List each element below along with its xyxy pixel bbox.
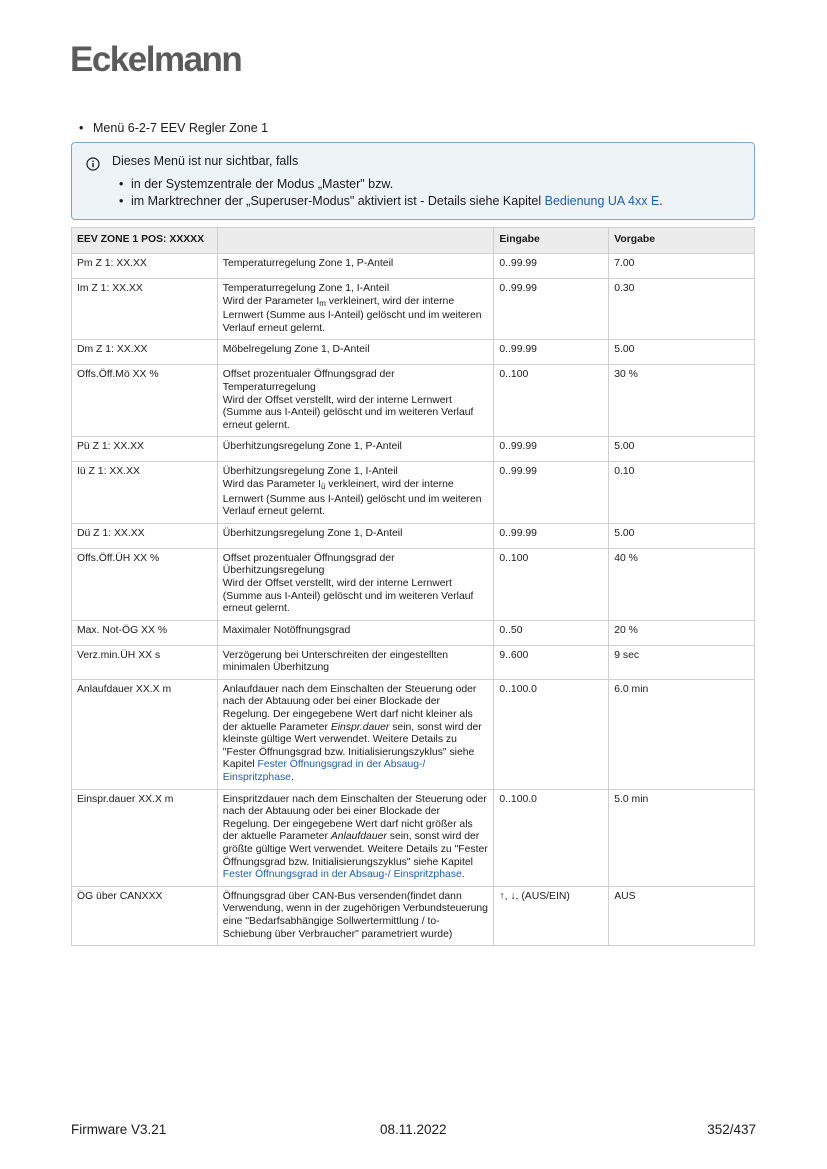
table-row xyxy=(72,886,755,945)
header-input: Eingabe xyxy=(494,228,609,254)
input-cell: 0..100 xyxy=(494,548,609,620)
param-cell: Iü Z 1: XX.XX xyxy=(72,462,218,523)
table-row xyxy=(72,645,755,679)
desc-cell: Öffnungsgrad über CAN-Bus versenden(findet dann Verwendung, wenn in der zugehörigen Verbundsteuerung eine "Bedarfsabhängige Sollwertermittlung / to-Schiebung über Verbraucher" parametriert wurde) xyxy=(217,886,494,945)
table-header-row xyxy=(72,228,755,254)
link-fester-oeffnungsgrad[interactable]: Fester Öffnungsgrad in der Absaug-/ Einspritzphase xyxy=(222,759,426,784)
info-heading: Dieses Menü ist nur sichtbar, falls xyxy=(112,154,299,168)
desc-cell: Überhitzungsregelung Zone 1, P-Anteil xyxy=(217,437,494,462)
table-row xyxy=(72,437,755,462)
link-bedienung[interactable]: Bedienung UA 4xx E xyxy=(544,194,660,208)
default-cell: 5.00 xyxy=(609,523,755,548)
section-heading xyxy=(79,121,268,135)
default-cell: 5.00 xyxy=(609,340,755,365)
default-cell: 5.00 xyxy=(609,437,755,462)
param-cell: Offs.Öff.Mö XX % xyxy=(72,365,218,437)
table-row xyxy=(72,279,755,340)
desc-cell: Offset prozentualer Öffnungsgrad der Überhitzungsregelung Wird der Offset verstellt, wird der interne Lernwert (Summe aus I-Anteil) gelöscht und im weiteren Verlauf erneut gelernt. xyxy=(217,548,494,620)
default-cell: 30 % xyxy=(609,365,755,437)
parameter-table xyxy=(71,227,755,946)
desc-cell: Temperaturregelung Zone 1, P-Anteil xyxy=(217,254,494,279)
desc-cell: Überhitzungsregelung Zone 1, D-Anteil xyxy=(217,523,494,548)
default-cell: 6.0 min xyxy=(609,679,755,789)
param-cell: Im Z 1: XX.XX xyxy=(72,279,218,340)
param-cell: Anlaufdauer XX.X m xyxy=(72,679,218,789)
desc-cell: Möbelregelung Zone 1, D-Anteil xyxy=(217,340,494,365)
footer-page-number: 352/437 xyxy=(707,1122,756,1137)
param-cell: Offs.Öff.ÜH XX % xyxy=(72,548,218,620)
param-cell: Pü Z 1: XX.XX xyxy=(72,437,218,462)
table-row xyxy=(72,523,755,548)
info-item: • im Marktrechner der „Superuser-Modus" aktiviert ist - Details siehe Kapitel Bedienung UA 4xx E. xyxy=(119,194,663,208)
param-cell: ÖG über CANXXX xyxy=(72,886,218,945)
param-cell: Pm Z 1: XX.XX xyxy=(72,254,218,279)
table-row xyxy=(72,679,755,789)
default-cell: 9 sec xyxy=(609,645,755,679)
footer-date: 08.11.2022 xyxy=(380,1122,447,1137)
input-cell: 0..99.99 xyxy=(494,279,609,340)
default-cell: 0.10 xyxy=(609,462,755,523)
info-circle-icon xyxy=(86,157,100,171)
table-row xyxy=(72,365,755,437)
default-cell: 0.30 xyxy=(609,279,755,340)
default-cell: 20 % xyxy=(609,620,755,645)
table-row xyxy=(72,789,755,886)
info-list xyxy=(119,176,663,210)
desc-cell: Verzögerung bei Unterschreiten der eingestellten minimalen Überhitzung xyxy=(217,645,494,679)
param-cell: Verz.min.ÜH XX s xyxy=(72,645,218,679)
input-cell: 0..100 xyxy=(494,365,609,437)
link-fester-oeffnungsgrad[interactable]: Fester Öffnungsgrad in der Absaug-/ Einspritzphase xyxy=(222,869,462,881)
header-description xyxy=(217,228,494,254)
input-cell: 0..99.99 xyxy=(494,523,609,548)
default-cell: 5.0 min xyxy=(609,789,755,886)
desc-cell: Einspritzdauer nach dem Einschalten der Steuerung oder nach der Abtauung oder bei einer Blockade der Regelung. Der eingegebene Wert darf nicht größer als der aktuelle Parameter Anlaufdauer sein, sonst wird der größte gültige Wert verwendet. Weitere Details zu "Fester Öffnungsgrad bzw. Initialisierungszyklus" siehe Kapitel Fester Öffnungsgrad in der Absaug-/ Einspritzphase. xyxy=(217,789,494,886)
input-cell: ↑, ↓, (AUS/EIN) xyxy=(494,886,609,945)
bullet: • xyxy=(79,121,84,135)
desc-cell: Offset prozentualer Öffnungsgrad der Temperaturregelung Wird der Offset verstellt, wird der interne Lernwert (Summe aus I-Anteil) gelöscht und im weiteren Verlauf erneut gelernt. xyxy=(217,365,494,437)
param-cell: Dm Z 1: XX.XX xyxy=(72,340,218,365)
header-default: Vorgabe xyxy=(609,228,755,254)
footer-firmware: Firmware V3.21 xyxy=(71,1122,167,1137)
table-row xyxy=(72,254,755,279)
table-row xyxy=(72,462,755,523)
info-callout xyxy=(71,142,755,220)
input-cell: 0..99.99 xyxy=(494,254,609,279)
input-cell: 0..100.0 xyxy=(494,789,609,886)
eckelmann-logo: Eckelmann xyxy=(70,40,242,79)
default-cell: 40 % xyxy=(609,548,755,620)
input-cell: 9..600 xyxy=(494,645,609,679)
desc-cell: Überhitzungsregelung Zone 1, I-Anteil Wird das Parameter $I_ü$ verkleinert, wird der interne Lernwert (Summe aus I-Anteil) gelöscht und im weiteren Verlauf erneut gelernt. xyxy=(217,462,494,523)
table-row xyxy=(72,548,755,620)
info-item: • in der Systemzentrale der Modus „Master" bzw. xyxy=(119,177,394,191)
default-cell: AUS xyxy=(609,886,755,945)
param-cell: Max. Not-ÖG XX % xyxy=(72,620,218,645)
input-cell: 0..99.99 xyxy=(494,462,609,523)
input-cell: 0..50 xyxy=(494,620,609,645)
section-title: Menü 6-2-7 EEV Regler Zone 1 xyxy=(93,121,269,135)
table-row xyxy=(72,620,755,645)
desc-cell: Anlaufdauer nach dem Einschalten der Steuerung oder nach der Abtauung oder bei einer Blockade der Regelung. Der eingegebene Wert darf nicht kleiner als der aktuelle Parameter Einspr.dauer sein, sonst wird der kleinste gültige Wert verwendet. Weitere Details zu "Fester Öffnungsgrad bzw. Initialisierungszyklus" siehe Kapitel Fester Öffnungsgrad in der Absaug-/ Einspritzphase. xyxy=(217,679,494,789)
default-cell: 7.00 xyxy=(609,254,755,279)
header-menu: EEV ZONE 1 POS: XXXXX xyxy=(72,228,218,254)
desc-cell: Maximaler Notöffnungsgrad xyxy=(217,620,494,645)
table-row xyxy=(72,340,755,365)
desc-cell: Temperaturregelung Zone 1, I-Anteil Wird der Parameter $I_m$ verkleinert, wird der interne Lernwert (Summe aus I-Anteil) gelöscht und im weiteren Verlauf erneut gelernt. xyxy=(217,279,494,340)
input-cell: 0..99.99 xyxy=(494,437,609,462)
param-cell: Dü Z 1: XX.XX xyxy=(72,523,218,548)
input-cell: 0..100.0 xyxy=(494,679,609,789)
param-cell: Einspr.dauer XX.X m xyxy=(72,789,218,886)
input-cell: 0..99.99 xyxy=(494,340,609,365)
